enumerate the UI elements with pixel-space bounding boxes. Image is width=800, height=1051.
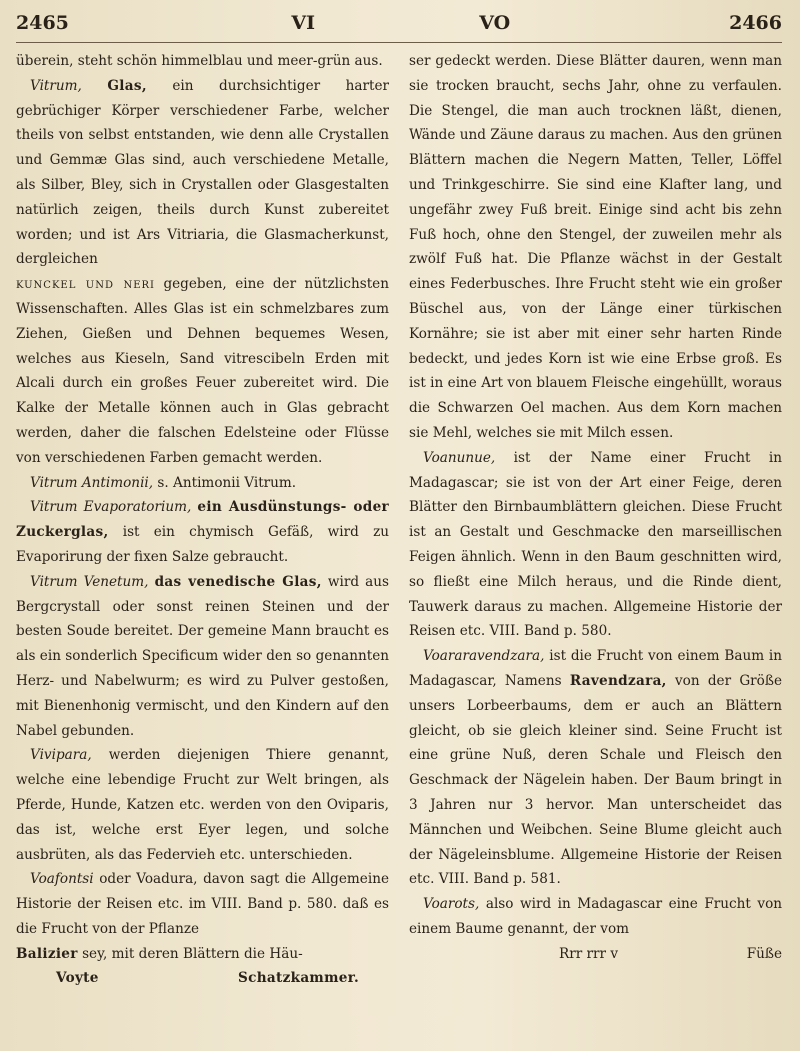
paragraph — [409, 892, 782, 942]
entry-text: werden diejenigen Thiere genannt, welche eine lebendige Frucht zur Welt bringen, als Pferde, Hunde, Katzen etc. werden von den Oviparis, das ist, welche erst Eyer legen, und solche ausbrüten, als das Federvieh etc. unterschieden. — [16, 747, 390, 863]
paragraph — [16, 867, 389, 941]
text-columns — [16, 49, 782, 990]
paragraph — [409, 446, 782, 644]
entry-term: Vitrum Antimonii, — [30, 474, 154, 491]
entry-headword: Ravendzara, — [569, 672, 667, 689]
entry-term: Vitrum Venetum, — [30, 573, 149, 590]
entry-headword: das venedische Glas, — [154, 573, 322, 590]
entry-text: ist die Frucht von einem Baum in Madagascar, Namens — [409, 648, 782, 689]
entry-text: wird aus Bergcrystall oder sonst reinen Steinen und der besten Soude bereitet. Der gemeine Mann braucht es als ein sonderlich Specificum wider den so genannten Herz- und Nabelwurm; es wird zu Pulver gestoßen, mit Bienenhonig vermischt, und den Kindern auf den Nabel gebunden. — [16, 573, 389, 739]
entry-text: von der Größe unsers Lorbeerbaums, dem er auch an Blättern gleicht, ob sie gleich kleiner sind. Seine Frucht ist eine grüne Nuß, deren Schale und Fleisch den Geschmack der Nägelein haben. Der Baum bringt in 3 Jahren nur 3 hervor. Man unterscheidet das Männchen und Weibchen. Seine Blume gleicht auch der Nägeleinsblume. Allgemeine Historie der Reisen etc. VIII. Band p. 581. — [409, 672, 782, 888]
entry-headword: ein Ausdünstungs- oder Zuckerglas, — [16, 499, 389, 541]
entry-text: überein, steht schön himmelblau und meer-grün aus. — [16, 53, 383, 69]
entry-term: Vivipara, — [30, 747, 92, 764]
paragraph — [16, 495, 389, 569]
running-header — [16, 12, 782, 43]
author-names: kunckel und neri — [16, 276, 155, 293]
entry-headword: Balizier — [16, 945, 78, 962]
catchword-line — [409, 942, 782, 966]
paragraph — [16, 74, 389, 272]
entry-term: Vitrum, — [30, 77, 82, 94]
entry-text: sey, mit deren Blättern die Häu- — [82, 945, 303, 962]
paragraph — [16, 49, 389, 74]
signature-mark: Rrr rrr v — [559, 945, 619, 962]
entry-text: ist ein chymisch Gefäß, wird zu Evaporirung der fixen Salze gebraucht. — [16, 524, 389, 565]
paragraph — [16, 743, 389, 867]
entry-text: ser gedeckt werden. Diese Blätter dauren, wenn man sie trocken braucht, sechs Jahr, ohne zu verfaulen. Die Stengel, die man auch trocknen läßt, dienen, Wände und Zäune daraus zu machen. Aus den grünen Blättern machen die Negern Matten, Teller, Löffel und Trinkgeschirre. Sie sind eine Klafter lang, und ungefähr zwey Fuß breit. Einige sind acht bis zehn Fuß hoch, ohne den Stengel, der zuweilen mehr als zwölf Fuß hat. Die Pflanze wächst in der Gestalt eines Federbusches. Ihre Frucht steht wie ein großer Büschel aus, von der Länge einer türkischen Kornähre; sie ist aber mit einer sehr harten Rinde bedeckt, und jedes Korn ist wie eine Erbse groß. Es ist in eine Art von blauem Fleische eingehüllt, woraus die Schwarzen Oel machen. Aus dem Korn machen sie Mehl, welches sie mit Milch essen. — [409, 53, 782, 441]
entry-text: also wird in Madagascar eine Frucht von einem Baume genannt, der vom — [409, 896, 783, 937]
right-column — [409, 49, 782, 990]
paragraph — [16, 942, 389, 967]
entry-term: Voanunue, — [423, 449, 496, 466]
catchword-rest: Schatzkammer. — [238, 970, 359, 987]
paragraph — [16, 570, 389, 744]
entry-text: ist der Name einer Frucht in Madagascar; sie ist von der Art einer Feige, deren Blätter den Birnbaumblättern gleichen. Diese Frucht ist an Gestalt und Geschmacke den marseillischen Feigen ähnlich. Wenn in den Baum geschnitten wird, so fließt eine Milch heraus, und die Rinde dient, Tauwerk daraus zu machen. Allgemeine Historie der Reisen etc. VIII. Band p. 580. — [409, 449, 782, 640]
paragraph — [16, 471, 389, 496]
paragraph — [16, 272, 389, 470]
entry-headword: Glas, — [107, 77, 147, 94]
entry-term: Voarots, — [423, 896, 480, 913]
paragraph — [409, 49, 782, 446]
page-number-left: 2465 — [16, 12, 69, 34]
catchword-line — [16, 966, 389, 990]
page-number-right: 2466 — [729, 12, 782, 34]
entry-term: Voararavendzara, — [423, 648, 545, 665]
catchword: Füße — [746, 945, 782, 962]
entry-term: Vitrum Evaporatorium, — [30, 499, 192, 516]
left-column — [16, 49, 389, 990]
entry-text: gegeben, eine der nützlichsten Wissenschaften. Alles Glas ist ein schmelzbares zum Ziehen, Gießen und Dehnen bequemes Wesen, welches aus Kieseln, Sand vitrescibeln Erden mit Alcali durch ein großes Feuer zubereitet wird. Die Kalke der Metalle können auch in Glas gebracht werden, daher die falschen Edelsteine oder Flüsse von verschiedenen Farben gemacht werden. — [16, 276, 389, 466]
entry-text: ein durchsichtiger harter gebrüchiger Körper verschiedener Farbe, welcher theils von selbst entstanden, wie denn alle Crystallen und Gemmæ Glas sind, auch verschiedene Metalle, als Silber, Bley, sich in Crystallen oder Glasgestalten natürlich zeigen, theils durch Kunst zubereitet worden; und ist Ars Vitriaria, die Glasmacherkunst, dergleichen — [16, 77, 390, 268]
catchword: Voyte — [56, 970, 99, 987]
column-key-left: VI — [291, 12, 316, 34]
paragraph — [409, 644, 782, 892]
entry-text: oder Voadura, davon sagt die Allgemeine Historie der Reisen etc. im VIII. Band p. 580. daß es die Frucht von der Pflanze — [16, 871, 389, 937]
entry-text: s. Antimonii Vitrum. — [157, 474, 297, 491]
entry-term: Voafontsi — [30, 871, 94, 888]
column-key-right: VO — [479, 12, 511, 34]
